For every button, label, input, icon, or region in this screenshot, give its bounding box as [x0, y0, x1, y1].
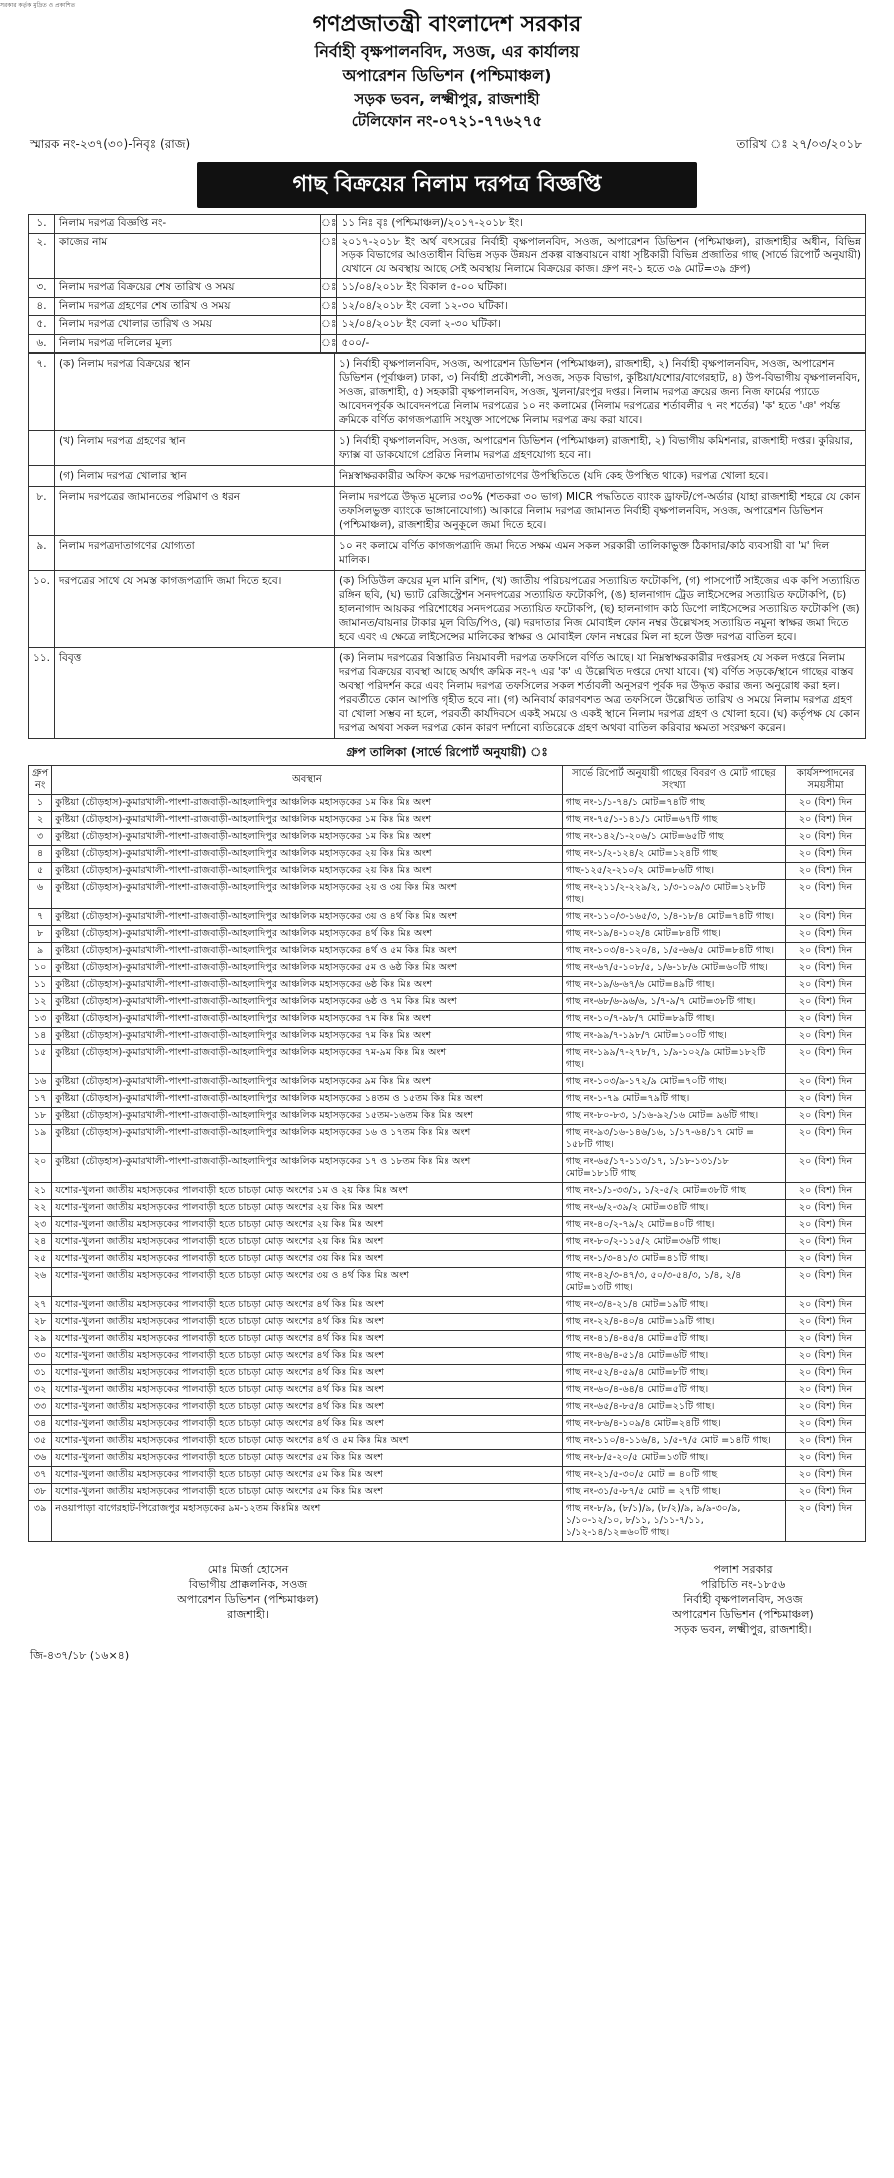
group-duration: ২০ (বিশ) দিন	[786, 960, 866, 977]
header	[28, 0, 866, 132]
group-duration: ২০ (বিশ) দিন	[786, 1399, 866, 1416]
group-duration: ২০ (বিশ) দিন	[786, 1416, 866, 1433]
terms-row-value: ১০ নং কলামে বর্ণিত কাগজপত্রাদি জমা দিতে সক্ষম এমন সকল সরকারী তালিকাভুক্ত ঠিকাদার/কাঠ ব্যবসায়ী বা 'ম' দিল মালিক।	[335, 536, 866, 571]
group-row	[29, 1348, 866, 1365]
info-row	[29, 297, 866, 316]
group-number: ১৭	[29, 1091, 52, 1108]
group-duration: ২০ (বিশ) দিন	[786, 846, 866, 863]
group-trees: গাছ নং-৬০/৪-৬৪/৪ মোট=৫টি গাছ।	[562, 1382, 785, 1399]
info-row-label: নিলাম দরপত্র বিজ্ঞপ্তি নং-	[55, 215, 321, 234]
group-number: ৩০	[29, 1348, 52, 1365]
group-number: ১৮	[29, 1108, 52, 1125]
group-location: যশোর-খুলনা জাতীয় মহাসড়কের পালবাড়ী হতে চাচড়া মোড় অংশের ৪র্থ ও ৫ম কিঃ মিঃ অংশ	[52, 1433, 563, 1450]
group-row	[29, 994, 866, 1011]
group-location: যশোর-খুলনা জাতীয় মহাসড়কের পালবাড়ী হতে চাচড়া মোড় অংশের ৪র্থ কিঃ মিঃ অংশ	[52, 1365, 563, 1382]
group-number: ২৮	[29, 1314, 52, 1331]
notice-banner: গাছ বিক্রয়ের নিলাম দরপত্র বিজ্ঞপ্তি	[197, 162, 697, 208]
group-number: ৮	[29, 926, 52, 943]
group-row	[29, 880, 866, 909]
group-number: ১১	[29, 977, 52, 994]
group-trees: গাছ নং-৮০-৮৩, ১/১৬-৯২/১৬ মোট= ৯৬টি গাছ।	[562, 1108, 785, 1125]
terms-row	[29, 354, 866, 431]
right-signatory-name: পলাশ সরকার	[713, 1563, 773, 1576]
group-location: কুষ্টিয়া (চৌড়হাস)-কুমারখালী-পাংশা-রাজবাড়ী-আহলাদিপুর আঞ্চলিক মহাসড়কের ১৬ ও ১৭তম কিঃ মিঃ অংশ	[52, 1125, 563, 1154]
terms-row-value: নিম্নস্বাক্ষরকারীর অফিস কক্ষে দরপত্রদাতাগণের উপস্থিতিতে (যদি কেহ উপস্থিত থাকে) দরপত্র খোলা হবে।	[335, 466, 866, 487]
group-location: কুষ্টিয়া (চৌড়হাস)-কুমারখালী-পাংশা-রাজবাড়ী-আহলাদিপুর আঞ্চলিক মহাসড়কের ১৪তম ও ১৫তম কিঃ মিঃ অংশ	[52, 1091, 563, 1108]
group-duration: ২০ (বিশ) দিন	[786, 1314, 866, 1331]
group-duration: ২০ (বিশ) দিন	[786, 829, 866, 846]
left-signatory-title: বিভাগীয় প্রাক্কলনিক, সওজ	[188, 1578, 308, 1591]
terms-row	[29, 648, 866, 739]
group-trees: গাছ নং-১৪২/১-২০৬/১ মোট=৬৫টি গাছ	[562, 829, 785, 846]
group-duration: ২০ (বিশ) দিন	[786, 909, 866, 926]
print-reference: জি-৪৩৭/১৮ (১৬×৪)	[30, 1649, 130, 1662]
group-location: নওয়াপাড়া বাগেরহাট-পিরোজপুর মহাসড়কের ৯ম-১২তম কিঃমিঃ অংশ	[52, 1501, 563, 1542]
group-number: ২৭	[29, 1297, 52, 1314]
right-signatory-place: সড়ক ভবন, লক্ষ্মীপুর, রাজশাহী।	[674, 1623, 812, 1636]
group-duration: ২০ (বিশ) দিন	[786, 1108, 866, 1125]
group-location: যশোর-খুলনা জাতীয় মহাসড়কের পালবাড়ী হতে চাচড়া মোড় অংশের ৩য় কিঃ মিঃ অংশ	[52, 1251, 563, 1268]
group-location: যশোর-খুলনা জাতীয় মহাসড়কের পালবাড়ী হতে চাচড়া মোড় অংশের ৫ম কিঃ মিঃ অংশ	[52, 1484, 563, 1501]
info-row-value: ১২/০৪/২০১৮ ইং বেলা ২-৩০ ঘটিকা।	[337, 316, 866, 335]
group-number: ২১	[29, 1183, 52, 1200]
info-row-label: নিলাম দরপত্র খোলার তারিখ ও সময়	[55, 316, 321, 335]
group-table	[28, 765, 866, 1542]
group-trees: গাছ নং-১০/৭-৯৮/৭ মোট=৮৯টি গাছ।	[562, 1011, 785, 1028]
group-duration: ২০ (বিশ) দিন	[786, 1331, 866, 1348]
group-trees: গাছ নং-২২/৪-৪০/৪ মোট=১৯টি গাছ।	[562, 1314, 785, 1331]
duration-header: কার্যসম্পাদনের সময়সীমা	[786, 766, 866, 795]
right-signatory-office: অপারেশন ডিভিশন (পশ্চিমাঞ্চল)	[672, 1608, 814, 1621]
division-name: অপারেশন ডিভিশন (পশ্চিমাঞ্চল)	[342, 66, 552, 85]
group-location: কুষ্টিয়া (চৌড়হাস)-কুমারখালী-পাংশা-রাজবাড়ী-আহলাদিপুর আঞ্চলিক মহাসড়কের ৭ম কিঃ মিঃ অংশ	[52, 1028, 563, 1045]
group-row	[29, 1108, 866, 1125]
group-duration: ২০ (বিশ) দিন	[786, 1074, 866, 1091]
group-trees: গাছ নং-১১০/৪-১১৬/৪, ১/৫-৭/৫ মোট =১৪টি গাছ।	[562, 1433, 785, 1450]
group-duration: ২০ (বিশ) দিন	[786, 1183, 866, 1200]
terms-row	[29, 536, 866, 571]
group-row	[29, 1268, 866, 1297]
group-location: কুষ্টিয়া (চৌড়হাস)-কুমারখালী-পাংশা-রাজবাড়ী-আহলাদিপুর আঞ্চলিক মহাসড়কের ১৫তম-১৬তম কিঃ মিঃ অংশ	[52, 1108, 563, 1125]
terms-row-label: (খ) নিলাম দরপত্র গ্রহণের স্থান	[55, 431, 335, 466]
group-trees: গাছ নং-৪২/৩-৪৭/৩, ৫০/৩-৫৪/৩, ১/৪, ২/৪ মোট=১৩টি গাছ।	[562, 1268, 785, 1297]
group-duration: ২০ (বিশ) দিন	[786, 977, 866, 994]
terms-row-label: নিলাম দরপত্রের জামানতের পরিমাণ ও ধরন	[55, 487, 335, 536]
info-row	[29, 334, 866, 353]
group-duration: ২০ (বিশ) দিন	[786, 1297, 866, 1314]
group-row	[29, 1125, 866, 1154]
group-location: যশোর-খুলনা জাতীয় মহাসড়কের পালবাড়ী হতে চাচড়া মোড় অংশের ৫ম কিঃ মিঃ অংশ	[52, 1450, 563, 1467]
group-trees: গাছ নং-৮৬/৪-১০৯/৪ মোট=২৪টি গাছ।	[562, 1416, 785, 1433]
group-row	[29, 1399, 866, 1416]
group-duration: ২০ (বিশ) দিন	[786, 863, 866, 880]
info-row-colon: ঃ	[321, 297, 337, 316]
group-trees: গাছ নং-১৯/৬-৬৭/৬ মোট=৪৯টি গাছ।	[562, 977, 785, 994]
group-row	[29, 909, 866, 926]
group-row	[29, 829, 866, 846]
group-number: ১	[29, 795, 52, 812]
group-trees: গাছ নং-১৯৯/৭-২৭৮/৭, ১/৯-১০২/৯ মোট=১৮২টি গাছ।	[562, 1045, 785, 1074]
info-row-value: ১১ নিঃ বৃঃ (পশ্চিমাঞ্চল)/২০১৭-২০১৮ ইং।	[337, 215, 866, 234]
group-location: কুষ্টিয়া (চৌড়হাস)-কুমারখালী-পাংশা-রাজবাড়ী-আহলাদিপুর আঞ্চলিক মহাসড়কের ১ম কিঃ মিঃ অংশ	[52, 795, 563, 812]
info-row-number: ১.	[29, 215, 55, 234]
group-location: যশোর-খুলনা জাতীয় মহাসড়কের পালবাড়ী হতে চাচড়া মোড় অংশের ৪র্থ কিঃ মিঃ অংশ	[52, 1348, 563, 1365]
group-trees: গাছ নং-৬৭/৫-১০৮/৫, ১/৬-১৮/৬ মোট=৬০টি গাছ।	[562, 960, 785, 977]
info-row-value: ২০১৭-২০১৮ ইং অর্থ বৎসরের নির্বাহী বৃক্ষপালনবিদ, সওজ, অপারেশন ডিভিশন (পশ্চিমাঞ্চল), রাজশাহীর অধীন, বিভিন্ন সড়ক বিভাগের আওতাধীন বিভিন্ন সড়ক উন্নয়ন প্রকল্প বাস্তবায়নে বাধা সৃষ্টিকারী বিভিন্ন প্রজাতির গাছ (সার্ভে রিপোর্ট অনুযায়ী) যেখানে যে অবস্থায় আছে সেই অবস্থায় নিলামে বিক্রয়ের কাজ। গ্রুপ নং-১ হতে ৩৯ মোট=৩৯ গ্রুপ)	[337, 233, 866, 279]
group-row	[29, 1200, 866, 1217]
group-trees: গাছ নং-২১১/২-২২৯/২, ১/৩-১০৯/৩ মোট=১২৮টি গাছ।	[562, 880, 785, 909]
left-signatory	[128, 1562, 368, 1622]
info-row-value: ১১/০৪/২০১৮ ইং বিকাল ৫-০০ ঘটিকা।	[337, 279, 866, 298]
group-duration: ২০ (বিশ) দিন	[786, 1125, 866, 1154]
group-location: কুষ্টিয়া (চৌড়হাস)-কুমারখালী-পাংশা-রাজবাড়ী-আহলাদিপুর আঞ্চলিক মহাসড়কের ৭ম কিঃ মিঃ অংশ	[52, 1011, 563, 1028]
group-trees: গাছ নং-১০৩/৪-১২০/৪, ১/৫-৬৬/৫ মোট=৮৪টি গাছ।	[562, 943, 785, 960]
terms-row-number: ১০.	[29, 571, 55, 648]
group-row	[29, 943, 866, 960]
group-trees: গাছ নং-৮/৯, (৮/১)/৯, (৮/২)/৯, ৯/৯-৩০/৯, ১/১০-১২/১০, ৮/১১, ১/১১-৭/১১, ১/১২-১৪/১২=৬০টি গাছ।	[562, 1501, 785, 1542]
group-table-header	[29, 766, 866, 795]
right-signatory-id: পরিচিতি নং-১৮৫৬	[700, 1578, 786, 1591]
group-location: যশোর-খুলনা জাতীয় মহাসড়কের পালবাড়ী হতে চাচড়া মোড় অংশের ৪র্থ কিঃ মিঃ অংশ	[52, 1314, 563, 1331]
terms-row-number	[29, 431, 55, 466]
group-duration: ২০ (বিশ) দিন	[786, 1045, 866, 1074]
right-signatory-title: নির্বাহী বৃক্ষপালনবিদ, সওজ	[683, 1593, 803, 1606]
group-number: ৩৭	[29, 1467, 52, 1484]
group-row	[29, 1416, 866, 1433]
terms-row	[29, 571, 866, 648]
group-trees: গাছ নং-১১০/৩-১৬৫/৩, ১/৪-১৮/৪ মোট=৭৪টি গাছ।	[562, 909, 785, 926]
info-row-label: কাজের নাম	[55, 233, 321, 279]
group-duration: ২০ (বিশ) দিন	[786, 812, 866, 829]
group-number: ১৯	[29, 1125, 52, 1154]
group-row	[29, 1011, 866, 1028]
group-number: ১২	[29, 994, 52, 1011]
group-duration: ২০ (বিশ) দিন	[786, 880, 866, 909]
group-number: ৩৩	[29, 1399, 52, 1416]
left-signatory-office: অপারেশন ডিভিশন (পশ্চিমাঞ্চল)	[177, 1593, 319, 1606]
office-name: নির্বাহী বৃক্ষপালনবিদ, সওজ, এর কার্যালয়	[314, 42, 580, 61]
group-duration: ২০ (বিশ) দিন	[786, 1484, 866, 1501]
group-row	[29, 1297, 866, 1314]
group-row	[29, 1433, 866, 1450]
group-trees: গাছ নং-৬/২-৩৯/২ মোট=৩৪টি গাছ।	[562, 1200, 785, 1217]
group-trees: গাছ নং-৮০/২-১১৫/২ মোট=৩৬টি গাছ।	[562, 1234, 785, 1251]
group-duration: ২০ (বিশ) দিন	[786, 1348, 866, 1365]
group-duration: ২০ (বিশ) দিন	[786, 1450, 866, 1467]
group-duration: ২০ (বিশ) দিন	[786, 1433, 866, 1450]
group-location: কুষ্টিয়া (চৌড়হাস)-কুমারখালী-পাংশা-রাজবাড়ী-আহলাদিপুর আঞ্চলিক মহাসড়কের ৫ম ও ৬ষ্ঠ কিঃ মিঃ অংশ	[52, 960, 563, 977]
group-number: ২	[29, 812, 52, 829]
group-row	[29, 1183, 866, 1200]
terms-row-value: (ক) নিলাম দরপত্রের বিস্তারিত নিয়মাবলী দরপত্র তফসিলে বর্ণিত আছে। যা নিম্নস্বাক্ষরকারীর দপ্তরসহ যে সকল দপ্তরে নিলাম দরপত্র বিক্রয়ের ব্যবস্থা আছে অর্থাৎ ক্রমিক নং-৭ এর 'ক' এ উল্লেখিত দপ্তরে দেখা যাবে। (খ) বর্ণিত সড়কে/স্থানে গাছের বাস্তব অবস্থা পরিদর্শন করে এবং নিলাম দরপত্র তফসিলের সকল শর্তাবলী অনুসরণ পূর্বক দর উদ্ধৃত করার জন্য অনুরোধ করা হল। পরবর্তীতে কোন আপত্তি গৃহীত হবে না। (গ) অনিবার্য কারণবশত অত্র তফসিলে উল্লেখিত তারিখ ও সময়ে নিলাম দরপত্র গ্রহণ বা খোলা সম্ভব না হলে, পরবর্তী কার্যদিবসে একই সময়ে ও একই স্থানে নিলাম দরপত্র গ্রহণ ও খোলা হবে। (ঘ) কর্তৃপক্ষ যে কোন দরপত্র অথবা সকল দরপত্র কোন কারণ দর্শানো ব্যতিরেকে গ্রহণ অথবা বাতিল করিবার ক্ষমতা সংরক্ষণ করেন।	[335, 648, 866, 739]
info-row-colon: ঃ	[321, 316, 337, 335]
group-location: যশোর-খুলনা জাতীয় মহাসড়কের পালবাড়ী হতে চাচড়া মোড় অংশের ৪র্থ কিঃ মিঃ অংশ	[52, 1416, 563, 1433]
group-duration: ২০ (বিশ) দিন	[786, 1234, 866, 1251]
group-location: যশোর-খুলনা জাতীয় মহাসড়কের পালবাড়ী হতে চাচড়া মোড় অংশের ৩য় ও ৪র্থ কিঃ মিঃ অংশ	[52, 1268, 563, 1297]
group-location: কুষ্টিয়া (চৌড়হাস)-কুমারখালী-পাংশা-রাজবাড়ী-আহলাদিপুর আঞ্চলিক মহাসড়কের ৩য় ও ৪র্থ কিঃ মিঃ অংশ	[52, 909, 563, 926]
group-trees: গাছ নং-৯৯/৭-১৯৮/৭ মোট=১০০টি গাছ।	[562, 1028, 785, 1045]
info-row-label: নিলাম দরপত্র বিক্রয়ের শেষ তারিখ ও সময়	[55, 279, 321, 298]
group-number: ২৬	[29, 1268, 52, 1297]
signature-block	[28, 1548, 866, 1688]
terms-row-label: বিবৃত্ত	[55, 648, 335, 739]
group-trees: গাছ নং-৯৩/১৬-১৪৬/১৬, ১/১৭-৬৪/১৭ মোট = ১৫৮টি গাছ।	[562, 1125, 785, 1154]
group-location: কুষ্টিয়া (চৌড়হাস)-কুমারখালী-পাংশা-রাজবাড়ী-আহলাদিপুর আঞ্চলিক মহাসড়কের ২য় কিঃ মিঃ অংশ	[52, 846, 563, 863]
group-trees: গাছ নং-১/১-৭৪/১ মোট=৭৪টি গাছ	[562, 795, 785, 812]
terms-row-number: ৮.	[29, 487, 55, 536]
group-row	[29, 1234, 866, 1251]
group-number: ৯	[29, 943, 52, 960]
group-location: কুষ্টিয়া (চৌড়হাস)-কুমারখালী-পাংশা-রাজবাড়ী-আহলাদিপুর আঞ্চলিক মহাসড়কের ১ম কিঃ মিঃ অংশ	[52, 812, 563, 829]
group-number: ৩৬	[29, 1450, 52, 1467]
info-row-label: নিলাম দরপত্র দলিলের মূল্য	[55, 334, 321, 353]
terms-row-value: (ক) সিডিউল ক্রয়ের মূল মানি রশিদ, (খ) জাতীয় পরিচয়পত্রের সত্যায়িত ফটোকপি, (গ) পাসপোর্ট সাইজের এক কপি সত্যায়িত রঙ্গিন ছবি, (ঘ) ভ্যাট রেজিস্ট্রেশন সনদপত্রের সত্যায়িত ফটোকপি, (ঙ) হালনাগাদ ট্রেড লাইসেন্সের সত্যায়িত ফটোকপি, (চ) হালনাগাদ আয়কর পরিশোধের সনদপত্রের সত্যায়িত ফটোকপি, (ছ) হালনাগাদ কাঠ ডিপো লাইসেন্সের সত্যায়িত ফটোকপি (জ) জামানত/বায়নার টাকার মূল বিডি/পিও, (ঝ) দরদাতার নিজ মোবাইল ফোন নম্বর উল্লেখসহ সত্যায়িত নমুনা স্বাক্ষর জমা দিতে হবে এবং এ ক্ষেত্রে লাইসেন্সের মালিকের স্বাক্ষর ও মোবাইল ফোন নম্বরের মিল না হলে উক্ত দরপত্র বাতিল হবে।	[335, 571, 866, 648]
group-duration: ২০ (বিশ) দিন	[786, 994, 866, 1011]
group-number: ৩৪	[29, 1416, 52, 1433]
info-row-colon: ঃ	[321, 334, 337, 353]
group-row	[29, 812, 866, 829]
group-number: ২৯	[29, 1331, 52, 1348]
group-location: যশোর-খুলনা জাতীয় মহাসড়কের পালবাড়ী হতে চাচড়া মোড় অংশের ৪র্থ কিঃ মিঃ অংশ	[52, 1382, 563, 1399]
terms-row-label: দরপত্রের সাথে যে সমস্ত কাগজপত্রাদি জমা দিতে হবে।	[55, 571, 335, 648]
group-number: ৪	[29, 846, 52, 863]
info-row-value: ৫০০/-	[337, 334, 866, 353]
group-number: ৩৫	[29, 1433, 52, 1450]
group-trees: গাছ নং-২১/৫-৩০/৫ মোট = ৪০টি গাছ	[562, 1467, 785, 1484]
info-row-number: ৩.	[29, 279, 55, 298]
group-duration: ২০ (বিশ) দিন	[786, 1467, 866, 1484]
group-row	[29, 1217, 866, 1234]
notice-date: তারিখ ঃ ২৭/০৩/২০১৮	[736, 137, 862, 151]
terms-row-label: (গ) নিলাম দরপত্র খোলার স্থান	[55, 466, 335, 487]
group-duration: ২০ (বিশ) দিন	[786, 1268, 866, 1297]
group-row	[29, 1028, 866, 1045]
group-trees: গাছ-১২৫/২-২১০/২ মোট=৮৬টি গাছ।	[562, 863, 785, 880]
info-row-number: ৬.	[29, 334, 55, 353]
group-row	[29, 1365, 866, 1382]
group-location: যশোর-খুলনা জাতীয় মহাসড়কের পালবাড়ী হতে চাচড়া মোড় অংশের ২য় কিঃ মিঃ অংশ	[52, 1200, 563, 1217]
group-duration: ২০ (বিশ) দিন	[786, 1091, 866, 1108]
group-duration: ২০ (বিশ) দিন	[786, 1154, 866, 1183]
group-number: ১৪	[29, 1028, 52, 1045]
group-number: ৩১	[29, 1365, 52, 1382]
terms-row	[29, 431, 866, 466]
group-trees: গাছ নং-৪০/২-৭৯/২ মোট=৪০টি গাছ।	[562, 1217, 785, 1234]
group-trees: গাছ নং-৭৫/১-১৪১/১ মোট=৬৭টি গাছ	[562, 812, 785, 829]
group-location: কুষ্টিয়া (চৌড়হাস)-কুমারখালী-পাংশা-রাজবাড়ী-আহলাদিপুর আঞ্চলিক মহাসড়কের ২য় কিঃ মিঃ অংশ	[52, 863, 563, 880]
info-row-colon: ঃ	[321, 233, 337, 279]
office-address: সড়ক ভবন, লক্ষ্মীপুর, রাজশাহী	[354, 90, 540, 108]
location-header: অবস্থান	[52, 766, 563, 795]
group-location: যশোর-খুলনা জাতীয় মহাসড়কের পালবাড়ী হতে চাচড়া মোড় অংশের ৫ম কিঃ মিঃ অংশ	[52, 1467, 563, 1484]
group-row	[29, 1074, 866, 1091]
group-row	[29, 863, 866, 880]
group-trees: গাছ নং-৮/৫-২০/৫ মোট=১৩টি গাছ।	[562, 1450, 785, 1467]
group-duration: ২০ (বিশ) দিন	[786, 795, 866, 812]
group-row	[29, 846, 866, 863]
group-location: যশোর-খুলনা জাতীয় মহাসড়কের পালবাড়ী হতে চাচড়া মোড় অংশের ১ম ও ২য় কিঃ মিঃ অংশ	[52, 1183, 563, 1200]
group-location: কুষ্টিয়া (চৌড়হাস)-কুমারখালী-পাংশা-রাজবাড়ী-আহলাদিপুর আঞ্চলিক মহাসড়কের ৭ম-৯ম কিঃ মিঃ অংশ	[52, 1045, 563, 1074]
group-duration: ২০ (বিশ) দিন	[786, 1011, 866, 1028]
group-row	[29, 1467, 866, 1484]
government-title: গণপ্রজাতন্ত্রী বাংলাদেশ সরকার	[312, 12, 582, 37]
group-row	[29, 1450, 866, 1467]
group-duration: ২০ (বিশ) দিন	[786, 926, 866, 943]
group-row	[29, 1314, 866, 1331]
info-row	[29, 316, 866, 335]
group-trees: গাছ নং-১/২-১২৪/২ মোট=১২৪টি গাছ	[562, 846, 785, 863]
group-trees: গাছ নং-১০৩/৯-১৭২/৯ মোট=৭০টি গাছ।	[562, 1074, 785, 1091]
group-duration: ২০ (বিশ) দিন	[786, 1365, 866, 1382]
group-location: কুষ্টিয়া (চৌড়হাস)-কুমারখালী-পাংশা-রাজবাড়ী-আহলাদিপুর আঞ্চলিক মহাসড়কের ৯ম কিঃ মিঃ অংশ	[52, 1074, 563, 1091]
group-trees: গাছ নং-১৯/৪-১০২/৪ মোট=৮৪টি গাছ।	[562, 926, 785, 943]
group-location: কুষ্টিয়া (চৌড়হাস)-কুমারখালী-পাংশা-রাজবাড়ী-আহলাদিপুর আঞ্চলিক মহাসড়কের ২য় ও ৩য় কিঃ মিঃ অংশ	[52, 880, 563, 909]
group-number: ২২	[29, 1200, 52, 1217]
group-duration: ২০ (বিশ) দিন	[786, 1028, 866, 1045]
terms-row-number: ১১.	[29, 648, 55, 739]
terms-row-number: ৭.	[29, 354, 55, 431]
info-row-number: ৫.	[29, 316, 55, 335]
trees-header: সার্ভে রিপোর্ট অনুযায়ী গাছের বিবরণ ও মোট গাছের সংখ্যা	[562, 766, 785, 795]
group-duration: ২০ (বিশ) দিন	[786, 1200, 866, 1217]
group-trees: গাছ নং-৬৮/৬-৯৬/৬, ১/৭-৯/৭ মোট=৩৮টি গাছ।	[562, 994, 785, 1011]
group-row	[29, 977, 866, 994]
group-row	[29, 1382, 866, 1399]
group-location: কুষ্টিয়া (চৌড়হাস)-কুমারখালী-পাংশা-রাজবাড়ী-আহলাদিপুর আঞ্চলিক মহাসড়কের ১ম কিঃ মিঃ অংশ	[52, 829, 563, 846]
group-location: যশোর-খুলনা জাতীয় মহাসড়কের পালবাড়ী হতে চাচড়া মোড় অংশের ২য় কিঃ মিঃ অংশ	[52, 1234, 563, 1251]
group-number: ১০	[29, 960, 52, 977]
group-trees: গাছ নং-৩১/৫-৮৭/৫ মোট = ২৭টি গাছ।	[562, 1484, 785, 1501]
group-trees: গাছ নং-৬৫/১৭-১১৩/১৭, ১/১৮-১৩১/১৮ মোট=১৮১টি গাছ	[562, 1154, 785, 1183]
group-row	[29, 1484, 866, 1501]
group-row	[29, 1091, 866, 1108]
group-trees: গাছ নং-১/১-৩৩/১, ১/২-৫/২ মোট=৩৮টি গাছ	[562, 1183, 785, 1200]
group-duration: ২০ (বিশ) দিন	[786, 1217, 866, 1234]
terms-row-label: (ক) নিলাম দরপত্র বিক্রয়ের স্থান	[55, 354, 335, 431]
info-row-label: নিলাম দরপত্র গ্রহণের শেষ তারিখ ও সময়	[55, 297, 321, 316]
group-location: যশোর-খুলনা জাতীয় মহাসড়কের পালবাড়ী হতে চাচড়া মোড় অংশের ৪র্থ কিঃ মিঃ অংশ	[52, 1331, 563, 1348]
group-number: ২৩	[29, 1217, 52, 1234]
group-number: ৩৯	[29, 1501, 52, 1542]
group-location: কুষ্টিয়া (চৌড়হাস)-কুমারখালী-পাংশা-রাজবাড়ী-আহলাদিপুর আঞ্চলিক মহাসড়কের ৬ষ্ঠ ও ৭ম কিঃ মিঃ অংশ	[52, 994, 563, 1011]
group-location: যশোর-খুলনা জাতীয় মহাসড়কের পালবাড়ী হতে চাচড়া মোড় অংশের ৪র্থ কিঃ মিঃ অংশ	[52, 1297, 563, 1314]
group-trees: গাছ নং-৩/৪-২১/৪ মোট=১৯টি গাছ।	[562, 1297, 785, 1314]
group-trees: গাছ নং-১-৭৯ মোট=৭৯টি গাছ।	[562, 1091, 785, 1108]
group-duration: ২০ (বিশ) দিন	[786, 1251, 866, 1268]
group-trees: গাছ নং-৪১/৪-৪৫/৪ মোট=৫টি গাছ।	[562, 1331, 785, 1348]
info-table	[28, 214, 866, 353]
info-row	[29, 233, 866, 279]
group-trees: গাছ নং-৪৬/৪-৫১/৪ মোট=৬টি গাছ।	[562, 1348, 785, 1365]
terms-table	[28, 353, 866, 739]
group-row	[29, 1154, 866, 1183]
office-phone: টেলিফোন নং-০৭২১-৭৭৬২৭৫	[351, 112, 543, 130]
group-duration: ২০ (বিশ) দিন	[786, 1501, 866, 1542]
group-number: ২৫	[29, 1251, 52, 1268]
group-number: ৩২	[29, 1382, 52, 1399]
group-row	[29, 1045, 866, 1074]
group-location: কুষ্টিয়া (চৌড়হাস)-কুমারখালী-পাংশা-রাজবাড়ী-আহলাদিপুর আঞ্চলিক মহাসড়কের ৪র্থ কিঃ মিঃ অংশ	[52, 926, 563, 943]
left-signatory-name: মোঃ মির্জা হোসেন	[207, 1563, 289, 1576]
group-number: ২৪	[29, 1234, 52, 1251]
group-trees: গাছ নং-৫২/৪-৫৯/৪ মোট=৮টি গাছ।	[562, 1365, 785, 1382]
group-duration: ২০ (বিশ) দিন	[786, 943, 866, 960]
group-number: ১৩	[29, 1011, 52, 1028]
top-strip-text: সরকার কর্তৃক মুদ্রিত ও প্রকাশিত	[0, 2, 76, 8]
info-row-number: ২.	[29, 233, 55, 279]
terms-row-value: নিলাম দরপত্রে উদ্ধৃত মূল্যের ৩০% (শতকরা ৩০ ভাগ) MICR পদ্ধতিতে ব্যাংক ড্রাফট/পে-অর্ডার (যাহা রাজশাহী শহরে যে কোন তফসিলভুক্ত ব্যাংকে ভাঙ্গানোযোগ্য) আকারে নিলাম দরপত্র জামানত নির্বাহী বৃক্ষপালনবিদ, সওজ, অপারেশন ডিভিশন (পশ্চিমাঞ্চল), রাজশাহীর অনুকূলে জমা দিতে হবে।	[335, 487, 866, 536]
group-number: ২০	[29, 1154, 52, 1183]
group-row	[29, 960, 866, 977]
group-number: ৬	[29, 880, 52, 909]
info-row-colon: ঃ	[321, 279, 337, 298]
memo-number: স্মারক নং-২৩৭(৩০)-নিবৃঃ (রাজ)	[30, 137, 191, 151]
group-location: কুষ্টিয়া (চৌড়হাস)-কুমারখালী-পাংশা-রাজবাড়ী-আহলাদিপুর আঞ্চলিক মহাসড়কের ৪র্থ ও ৫ম কিঃ মিঃ অংশ	[52, 943, 563, 960]
group-row	[29, 1251, 866, 1268]
group-row	[29, 1331, 866, 1348]
group-number: ১৬	[29, 1074, 52, 1091]
terms-row	[29, 487, 866, 536]
group-location: কুষ্টিয়া (চৌড়হাস)-কুমারখালী-পাংশা-রাজবাড়ী-আহলাদিপুর আঞ্চলিক মহাসড়কের ১৭ ও ১৮তম কিঃ মিঃ অংশ	[52, 1154, 563, 1183]
group-trees: গাছ নং-৬৫/৪-৮৫/৪ মোট=২১টি গাছ।	[562, 1399, 785, 1416]
info-row-colon: ঃ	[321, 215, 337, 234]
group-number: ৭	[29, 909, 52, 926]
group-duration: ২০ (বিশ) দিন	[786, 1382, 866, 1399]
reference-row	[28, 134, 866, 156]
group-number-header: গ্রুপ নং	[29, 766, 52, 795]
info-row	[29, 215, 866, 234]
group-location: যশোর-খুলনা জাতীয় মহাসড়কের পালবাড়ী হতে চাচড়া মোড় অংশের ২য় কিঃ মিঃ অংশ	[52, 1217, 563, 1234]
info-row-number: ৪.	[29, 297, 55, 316]
left-signatory-place: রাজশাহী।	[227, 1608, 269, 1621]
terms-row-number	[29, 466, 55, 487]
group-trees: গাছ নং-১/৩-৪১/৩ মোট=৪১টি গাছ।	[562, 1251, 785, 1268]
info-row-value: ১২/০৪/২০১৮ ইং বেলা ১২-৩০ ঘটিকা।	[337, 297, 866, 316]
terms-row	[29, 466, 866, 487]
terms-row-label: নিলাম দরপত্রদাতাগণের যোগ্যতা	[55, 536, 335, 571]
group-row	[29, 1501, 866, 1542]
group-number: ১৫	[29, 1045, 52, 1074]
info-row	[29, 279, 866, 298]
terms-row-value: ১) নির্বাহী বৃক্ষপালনবিদ, সওজ, অপারেশন ডিভিশন (পশ্চিমাঞ্চল) রাজশাহী, ২) বিভাগীয় কমিশনার, রাজশাহী দপ্তর। কুরিয়ার, ফ্যাক্স বা ডাকযোগে প্রেরিত নিলাম দরপত্র গ্রহণযোগ্য হবে না।	[335, 431, 866, 466]
group-row	[29, 795, 866, 812]
terms-row-value: ১) নির্বাহী বৃক্ষপালনবিদ, সওজ, অপারেশন ডিভিশন (পশ্চিমাঞ্চল), রাজশাহী, ২) নির্বাহী বৃক্ষপালনবিদ, সওজ, অপারেশন ডিভিশন (পূর্বাঞ্চল) ঢাকা, ৩) নির্বাহী প্রকৌশলী, সওজ, সড়ক বিভাগ, কুষ্টিয়া/যশোর/বাগেরহাট, ৪) উপ-বিভাগীয় বৃক্ষপালনবিদ, সওজ, রাজশাহী, ৫) সহকারী বৃক্ষপালনবিদ, সওজ, খুলনা/রংপুর দপ্তর। নিলাম দরপত্র ক্রয়ের জন্য নিজ ফার্মের প্যাডে আবেদনপূর্বক আবেদনপত্রে নিলাম দরপত্রের ১০ নং কলামের (নিলাম দরপত্রের শর্তাবলীর ৭ নং শর্তের) 'ক' হতে 'ঞ' পর্যন্ত ক্রমিকে বর্ণিত কাগজপত্রাদি সংযুক্ত সাপেক্ষে নিলাম দরপত্র ক্রয় করা যাবে।	[335, 354, 866, 431]
right-signatory	[618, 1562, 868, 1637]
group-number: ৩৮	[29, 1484, 52, 1501]
terms-row-number: ৯.	[29, 536, 55, 571]
group-location: যশোর-খুলনা জাতীয় মহাসড়কের পালবাড়ী হতে চাচড়া মোড় অংশের ৪র্থ কিঃ মিঃ অংশ	[52, 1399, 563, 1416]
group-list-title: গ্রুপ তালিকা (সার্ভে রিপোর্ট অনুযায়ী) ঃ	[346, 745, 548, 759]
group-location: কুষ্টিয়া (চৌড়হাস)-কুমারখালী-পাংশা-রাজবাড়ী-আহলাদিপুর আঞ্চলিক মহাসড়কের ৬ষ্ঠ কিঃ মিঃ অংশ	[52, 977, 563, 994]
group-number: ৩	[29, 829, 52, 846]
group-row	[29, 926, 866, 943]
group-number: ৫	[29, 863, 52, 880]
